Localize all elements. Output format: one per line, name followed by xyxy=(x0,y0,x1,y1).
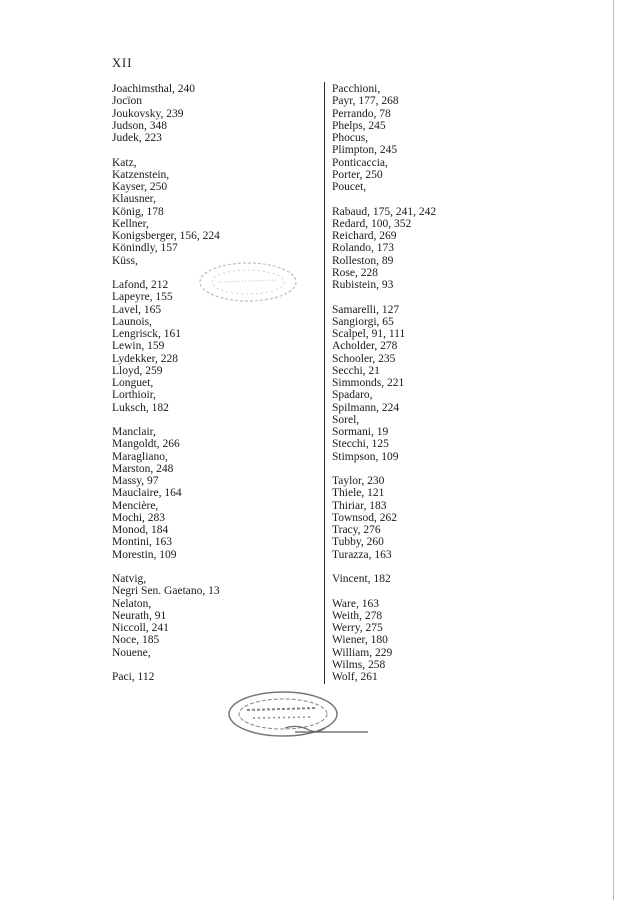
section-gap xyxy=(112,659,317,671)
index-entry: Porter, 250 xyxy=(332,168,383,181)
index-entry: Turazza, 163 xyxy=(332,548,392,561)
index-entry: Wilms, 258 xyxy=(332,658,386,671)
index-entry: Thiele, 121 xyxy=(332,487,385,500)
index-entry: Rabaud, 175, 241, 242 xyxy=(332,205,437,218)
index-entry: Lapeyre, 155 xyxy=(112,291,173,304)
index-entry: Schooler, 235 xyxy=(332,352,396,365)
index-column-left xyxy=(112,83,317,683)
library-stamp-faint xyxy=(196,258,300,306)
index-entry: Payr, 177, 268 xyxy=(332,95,399,108)
page-number: XII xyxy=(112,56,133,70)
index-entry: Weith, 278 xyxy=(332,609,383,622)
index-entry: Simmonds, 221 xyxy=(332,377,405,389)
section-gap xyxy=(332,291,492,303)
index-entry: Küss, xyxy=(112,254,138,267)
index-entry: Maragliano, xyxy=(112,450,168,463)
index-entry: Montini, 163 xyxy=(112,536,173,549)
index-entry: Rolleston, 89 xyxy=(332,254,394,267)
index-entry: Stecchi, 125 xyxy=(332,438,389,451)
index-entry: Lorthioir, xyxy=(112,389,156,402)
index-entry: Mangoldt, 266 xyxy=(112,438,180,451)
index-entry: Poucet, xyxy=(332,181,367,193)
index-entry: Scalpel, 91, 111 xyxy=(332,328,406,340)
index-entry: Perrando, 78 xyxy=(332,107,391,120)
index-entry: Luksch, 182 xyxy=(112,401,169,414)
index-entry: Spadaro, xyxy=(332,389,373,402)
index-entry: Plimpton, 245 xyxy=(332,144,398,157)
index-entry: Lewin, 159 xyxy=(112,340,165,353)
index-entry: Klausner, xyxy=(112,193,156,206)
index-entry: Wolf, 261 xyxy=(332,671,378,683)
index-entry: Acholder, 278 xyxy=(332,340,398,353)
section-gap xyxy=(332,193,492,205)
index-entry: Lavel, 165 xyxy=(112,303,162,316)
index-column-right xyxy=(332,83,492,683)
index-entry: Launois, xyxy=(112,315,152,328)
index-entry: Judek, 223 xyxy=(112,132,162,144)
section-gap xyxy=(332,561,492,573)
index-entry: Phocus, xyxy=(332,132,369,144)
index-entry: Taylor, 230 xyxy=(332,475,385,487)
index-entry: Manclair, xyxy=(112,426,156,438)
column-divider xyxy=(324,82,325,684)
index-entry: Rubistein, 93 xyxy=(332,279,394,291)
section-gap xyxy=(332,585,492,597)
section-gap xyxy=(112,414,317,426)
index-entry: Lloyd, 259 xyxy=(112,364,163,377)
index-entry: Vincent, 182 xyxy=(332,573,391,585)
index-entry: Redard, 100, 352 xyxy=(332,217,412,230)
index-entry: Pacchioni, xyxy=(332,83,381,95)
index-entry: Noce, 185 xyxy=(112,634,160,647)
index-entry: Kayser, 250 xyxy=(112,181,168,193)
index-entry: Wiener, 180 xyxy=(332,634,388,647)
index-entry: Stimpson, 109 xyxy=(332,450,399,463)
index-entry: Kellner, xyxy=(112,217,149,230)
index-entry: Negri Sen. Gaetano, 13 xyxy=(112,585,220,598)
index-entry: Tubby, 260 xyxy=(332,536,384,549)
index-entry: Katzenstein, xyxy=(112,168,170,181)
index-entry: Paci, 112 xyxy=(112,671,155,683)
index-entry: König, 178 xyxy=(112,205,164,218)
section-gap xyxy=(112,561,317,573)
index-entry: Marston, 248 xyxy=(112,462,174,475)
section-gap xyxy=(332,463,492,475)
index-entry: Lengrisck, 161 xyxy=(112,328,181,340)
index-entry: Joukovsky, 239 xyxy=(112,107,184,120)
index-entry: Judson, 348 xyxy=(112,119,167,132)
page-edge-line xyxy=(613,0,614,900)
index-entry: Ware, 163 xyxy=(332,597,379,610)
index-entry: Morestin, 109 xyxy=(112,548,177,561)
index-entry: Mauclaire, 164 xyxy=(112,487,182,500)
index-entry: Sormani, 19 xyxy=(332,426,389,438)
index-entry: Nelaton, xyxy=(112,597,152,610)
index-entry: Townsod, 262 xyxy=(332,511,398,524)
index-entry: Secchi, 21 xyxy=(332,364,380,377)
index-entry: Konigsberger, 156, 224 xyxy=(112,230,220,242)
index-entry: Spilmann, 224 xyxy=(332,401,400,414)
index-entry: Massy, 97 xyxy=(112,475,159,487)
index-entry: Sangiorgi, 65 xyxy=(332,315,394,328)
index-entry: Thiriar, 183 xyxy=(332,499,387,512)
index-entry: William, 229 xyxy=(332,646,393,659)
index-entry: Natvig, xyxy=(112,573,147,585)
section-gap xyxy=(112,144,317,156)
index-entry: Ponticaccia, xyxy=(332,156,388,169)
index-entry: Rose, 228 xyxy=(332,266,378,279)
index-entry: Mochi, 283 xyxy=(112,511,166,524)
index-entry: Rolando, 173 xyxy=(332,242,394,255)
index-entry: Tracy, 276 xyxy=(332,524,381,536)
index-entry: Sorel, xyxy=(332,413,360,426)
index-entry: Mencière, xyxy=(112,499,159,512)
index-entry: Joachimsthal, 240 xyxy=(112,83,196,95)
index-entry: Katz, xyxy=(112,156,137,169)
index-entry: Lydekker, 228 xyxy=(112,352,178,365)
index-entry: Monod, 184 xyxy=(112,524,169,536)
index-entry: Nouene, xyxy=(112,646,151,659)
index-entry: Samarelli, 127 xyxy=(332,303,400,316)
index-entry: Reichard, 269 xyxy=(332,230,397,242)
library-stamp xyxy=(225,688,370,748)
index-entry: Niccoll, 241 xyxy=(112,622,169,634)
index-entry: Werry, 275 xyxy=(332,622,383,634)
index-entry: Jocïon xyxy=(112,95,143,108)
index-entry: Könindly, 157 xyxy=(112,242,178,255)
index-entry: Lafond, 212 xyxy=(112,279,169,291)
index-entry: Phelps, 245 xyxy=(332,119,386,132)
index-entry: Neurath, 91 xyxy=(112,609,167,622)
index-entry: Longuet, xyxy=(112,377,154,389)
